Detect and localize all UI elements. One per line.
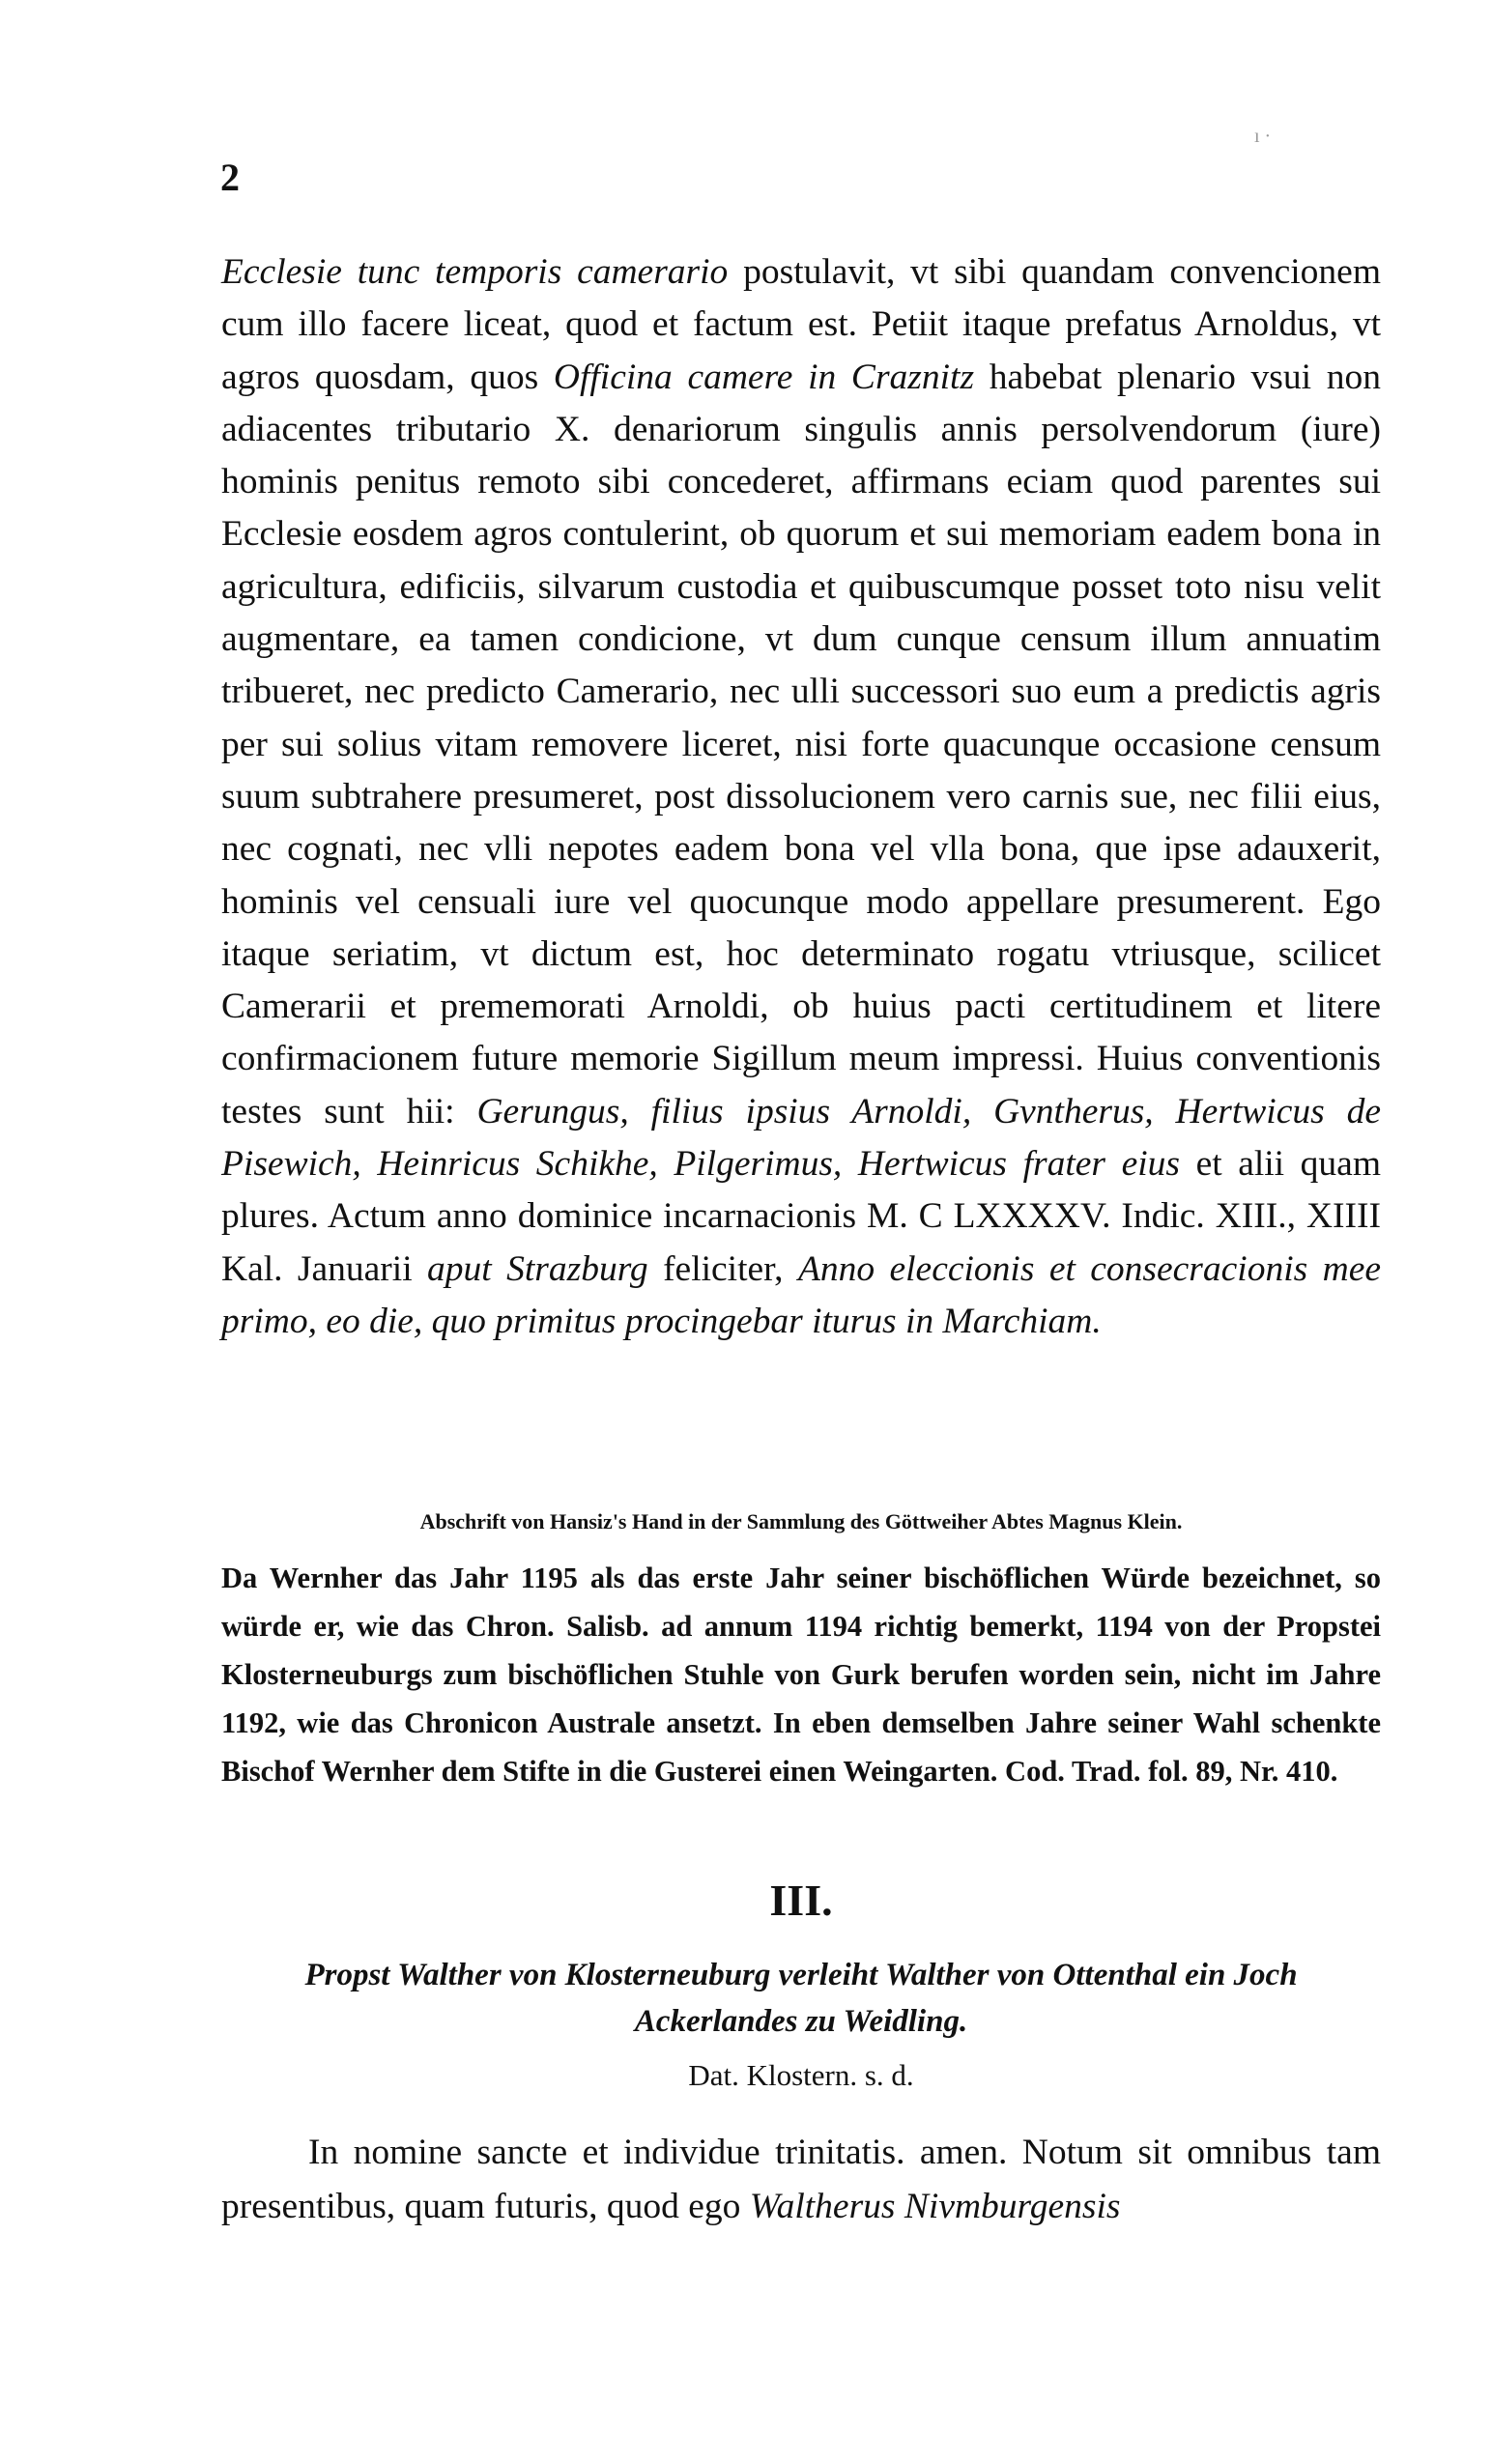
charter-text <box>221 246 1381 1348</box>
text-segment: et alii quam plures. Actum anno dominice incarnacionis M. C LXXXXV. Indic. XIII., XIIII Kal. Januarii <box>221 1144 1381 1289</box>
editorial-note <box>221 1554 1381 1795</box>
text-segment: aput Strazburg <box>427 1248 648 1289</box>
text-segment: Ecclesie tunc temporis camerario <box>221 252 729 292</box>
charter-start <box>221 2126 1381 2234</box>
text-segment: Anno eleccionis et consecracionis mee primo, eo die, quo primitus procingebar iturus in Marchiam. <box>221 1248 1381 1341</box>
note-paragraph: Da Wernher das Jahr 1195 als das erste Jahr seiner bischöflichen Würde bezeichnet, so würde er, wie das Chron. Salisb. ad annum 1194 richtig bemerkt, 1194 von der Propstei Klosterneuburgs zum bischöflichen Stuhle von Gurk berufen worden sein, nicht im Jahre 1192, wie das Chronicon Australe ansetzt. In eben demselben Jahre seiner Wahl schenkte Bischof Wernher dem Stifte in die Gusterei einen Weingarten. Cod. Trad. fol. 89, Nr. 410. <box>221 1561 1381 1788</box>
dating-line: Dat. Klostern. s. d. <box>688 2058 914 2092</box>
text-segment: habebat plenario vsui non adiacentes tributario X. denariorum singulis annis persolvendorum (iure) hominis penitus remoto sibi concederet, affirmans eciam quod parentes sui Ecclesie eosdem agros contulerint, ob quorum et sui memoriam eadem bona in agricultura, edificiis, silvarum custodia et quibuscumque posset toto nisu velit augmentare, ea tamen condicione, vt dum cunque censum illum annuatim tribueret, nec predicto Camerario, nec ulli successori suo eum a predictis agris per sui solius vitam removere liceret, nisi forte quacunque occasione censum suum subtrahere presumeret, post dissolucionem vero carnis sue, nec filii eius, nec cognati, nec vlli nepotes eadem bona vel vlla bona, que ipse adauxerit, hominis vel censuali iure vel quocunque modo appellare presumerent. Ego itaque seriatim, vt dictum est, hoc determinato rogatu vtriusque, scilicet Camerarii et prememorati Arnoldi, ob huius pacti certitudinem et litere confirmacionem future memorie Sigillum meum impressi. Huius conventionis testes sunt hii: <box>221 357 1381 1132</box>
text-segment: In nomine sancte et individue trinitatis. amen. Notum sit omnibus tam presentibus, quam futuris, quod ego <box>221 2133 1381 2226</box>
charter-paragraph <box>221 246 1381 1348</box>
text-segment: Officina camere in Craznitz <box>553 357 975 397</box>
text-segment: Gerungus, filius ipsius Arnoldi, Gvntherus, Hertwicus de Pisewich, Heinricus Schikhe, Pilgerimus, Hertwicus frater eius <box>221 1091 1381 1185</box>
section-number: III. <box>769 1876 833 1925</box>
start-paragraph <box>221 2126 1381 2234</box>
text-segment: postulavit, vt sibi quandam convencionem cum illo facere liceat, quod et factum est. Petiit itaque prefatus Arnoldus, vt agros quosdam, quos <box>221 252 1381 397</box>
text-segment: Waltherus Nivmburgensis <box>749 2187 1121 2226</box>
page-number: 2 <box>220 156 240 199</box>
source-caption: Abschrift von Hansiz's Hand in der Sammlung des Göttweiher Abtes Magnus Klein. <box>419 1509 1183 1533</box>
section-title: Propst Walther von Klosterneuburg verleiht Walther von Ottenthal ein Joch Ackerlandes zu Weidling. <box>304 1958 1298 2039</box>
text-segment: feliciter, <box>647 1248 798 1289</box>
margin-mark: ı · <box>1254 126 1272 147</box>
